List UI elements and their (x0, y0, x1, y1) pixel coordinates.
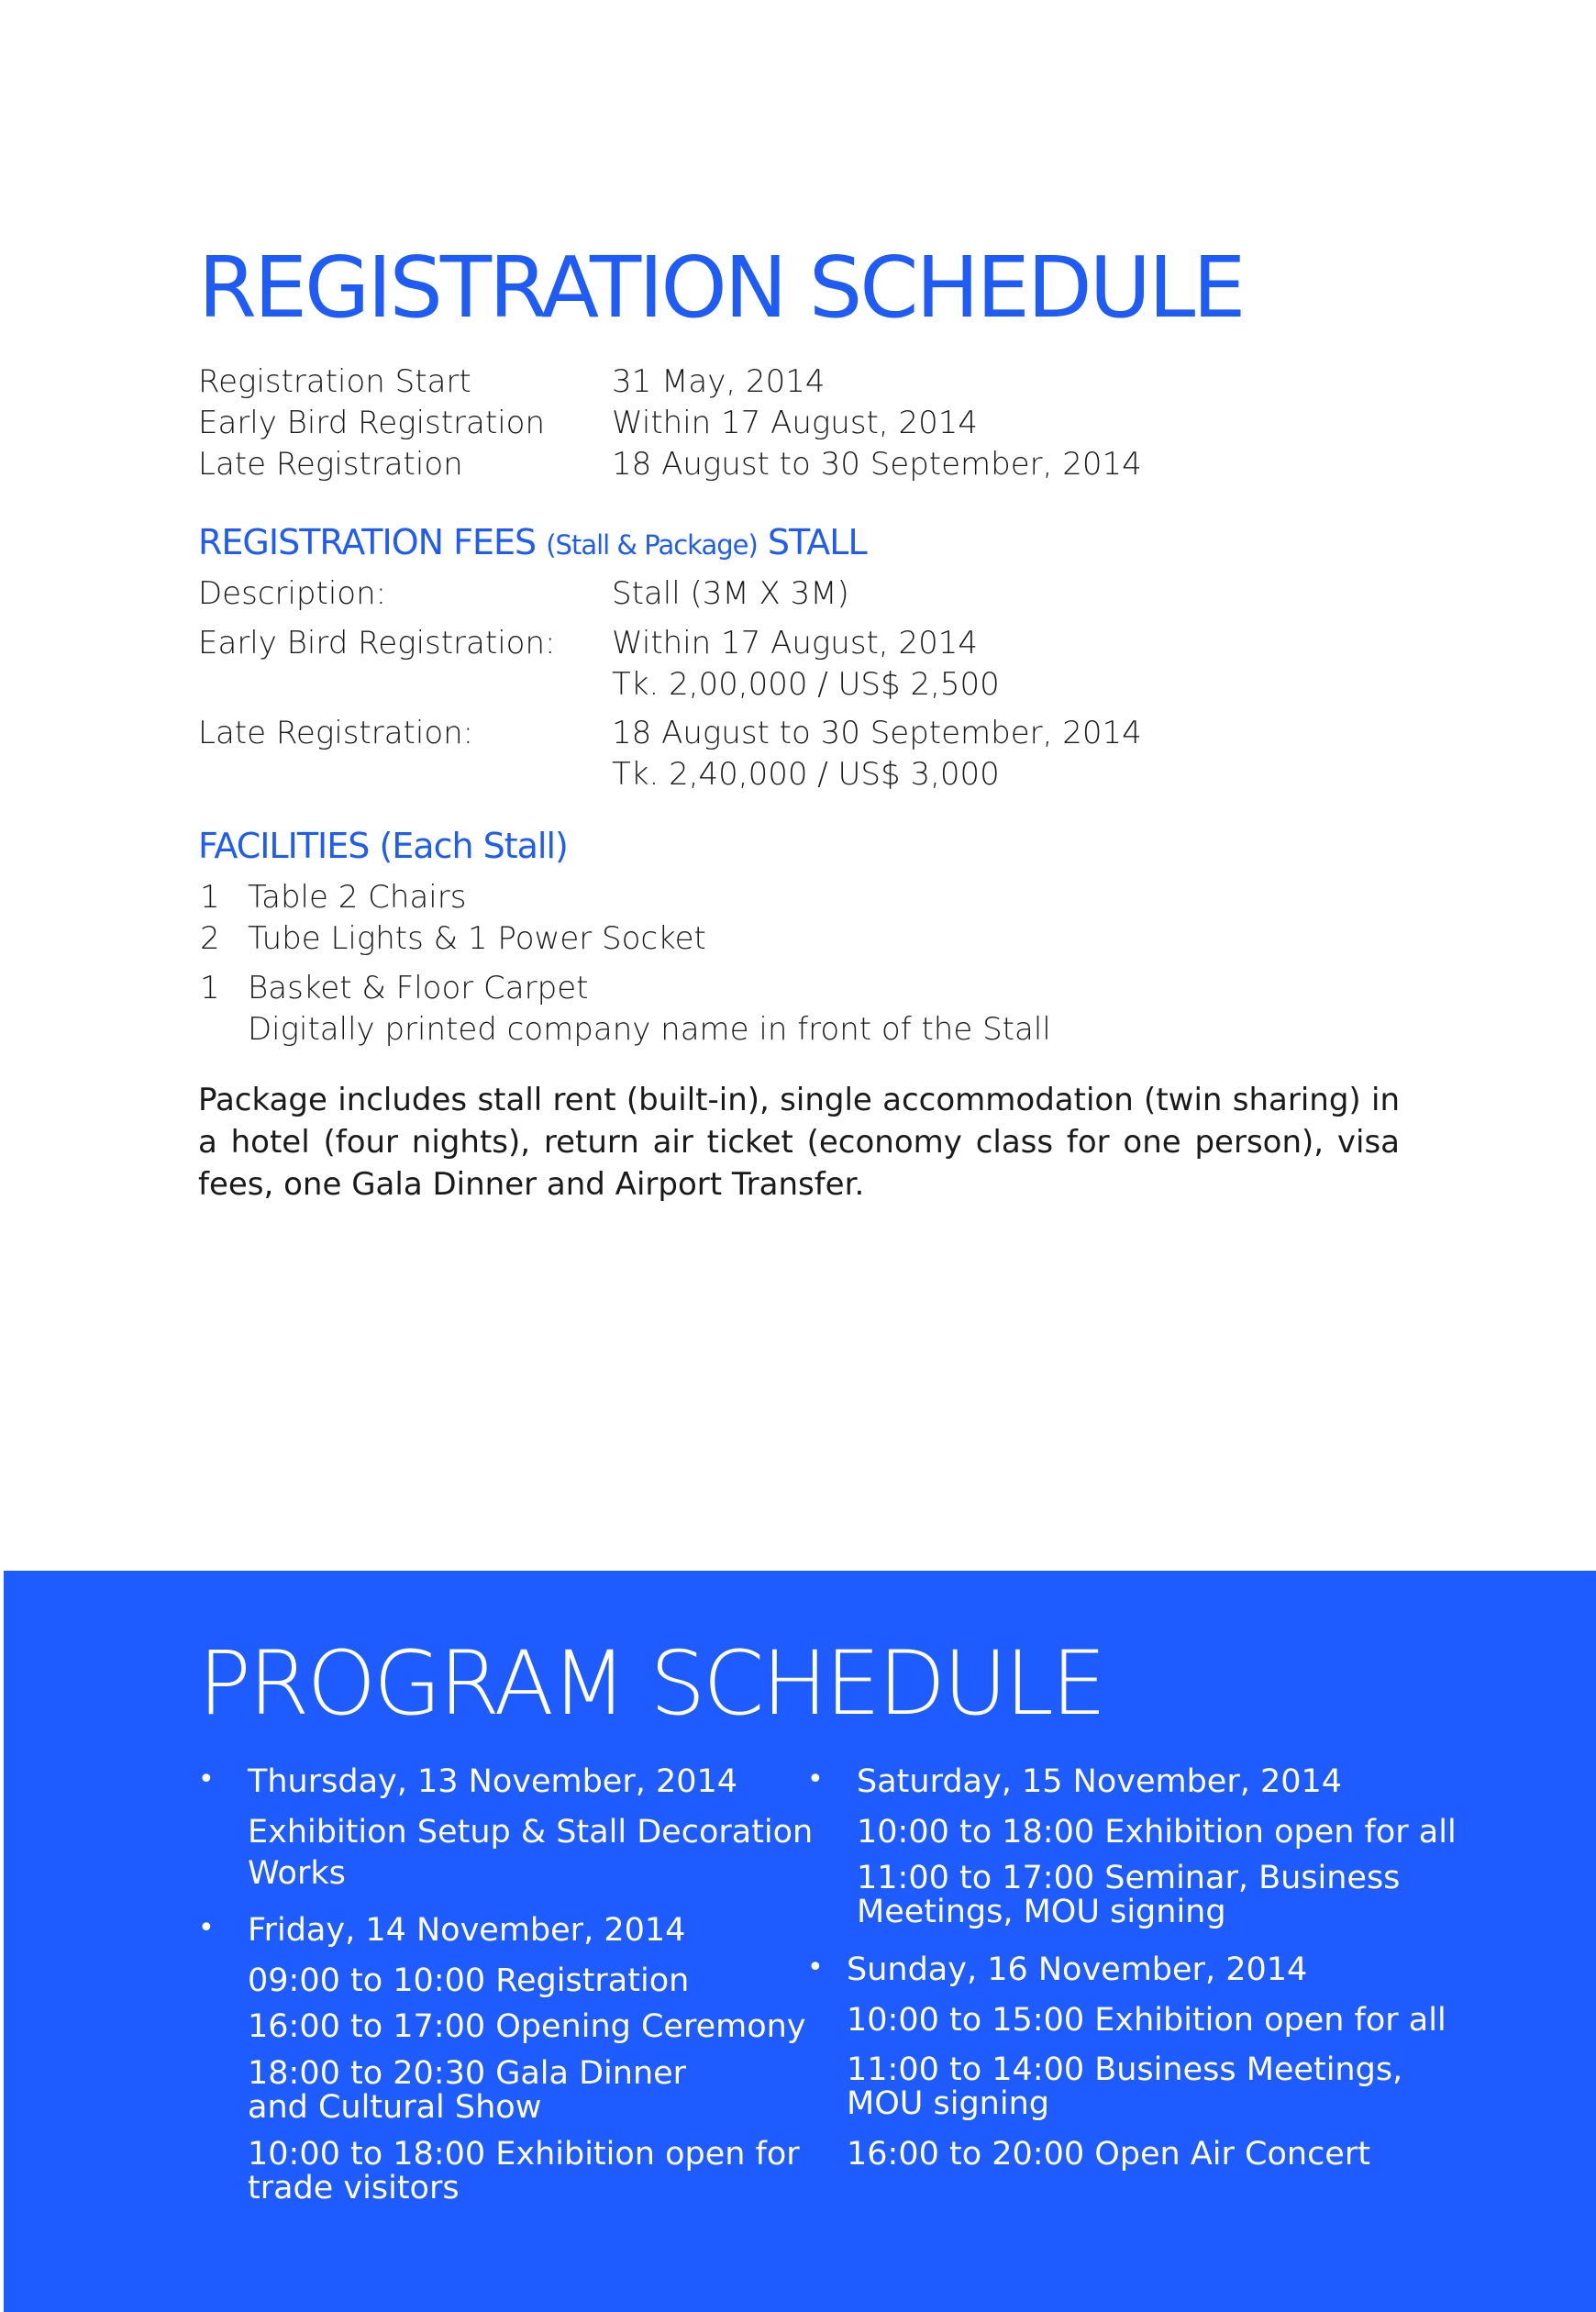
reg-start-value: 31 May, 2014 (612, 363, 826, 400)
fees-late-price: Tk. 2,40,000 / US$ 3,000 (612, 756, 1000, 793)
day1-date: Thursday, 13 November, 2014 (248, 1763, 738, 1800)
description-label: Description: (198, 575, 387, 612)
day2-line: and Cultural Show (248, 2089, 542, 2126)
bullet-icon: • (807, 1951, 824, 1984)
fees-late-label: Late Registration: (198, 715, 474, 751)
fees-heading-end: STALL (767, 522, 867, 562)
bullet-icon: • (198, 1912, 215, 1944)
facility-extra: Digitally printed company name in front of the Stall (248, 1011, 1051, 1048)
day2-line: 10:00 to 18:00 Exhibition open for (248, 2136, 800, 2173)
facility-number: 2 (200, 920, 220, 957)
day1-line: Works (248, 1855, 346, 1892)
fees-early-value: Within 17 August, 2014 (612, 625, 979, 661)
day2-date: Friday, 14 November, 2014 (248, 1912, 686, 1949)
bullet-icon: • (198, 1763, 215, 1795)
day2-line: 18:00 to 20:30 Gala Dinner (248, 2055, 687, 2092)
facility-item: Tube Lights & 1 Power Socket (248, 920, 706, 957)
day1-line: Exhibition Setup & Stall Decoration (248, 1814, 814, 1851)
day2-line: trade visitors (248, 2170, 460, 2206)
day4-line: 11:00 to 14:00 Business Meetings, (847, 2051, 1403, 2088)
day4-line: 10:00 to 15:00 Exhibition open for all (847, 2002, 1446, 2039)
day3-line: Meetings, MOU signing (857, 1894, 1226, 1930)
day3-date: Saturday, 15 November, 2014 (857, 1763, 1343, 1800)
reg-start-label: Registration Start (198, 363, 471, 400)
day4-date: Sunday, 16 November, 2014 (847, 1951, 1308, 1988)
facility-item: Basket & Floor Carpet (248, 970, 589, 1006)
late-reg-label: Late Registration (198, 446, 463, 483)
facility-number: 1 (200, 879, 220, 916)
facility-item: Table 2 Chairs (248, 879, 467, 916)
fees-heading-main: REGISTRATION FEES (198, 522, 537, 562)
facilities-heading: FACILITIES (Each Stall) (198, 826, 568, 866)
bullet-icon: • (807, 1763, 824, 1795)
day2-line: 16:00 to 17:00 Opening Ceremony (248, 2008, 806, 2045)
day4-line: MOU signing (847, 2085, 1049, 2122)
fees-late-value: 18 August to 30 September, 2014 (612, 715, 1142, 751)
fees-heading (198, 519, 867, 568)
fees-early-label: Early Bird Registration: (198, 625, 556, 661)
early-bird-label: Early Bird Registration (198, 405, 546, 441)
fees-heading-small: (Stall & Package) (546, 529, 758, 561)
day3-line: 11:00 to 17:00 Seminar, Business (857, 1860, 1401, 1896)
facility-number: 1 (200, 970, 220, 1006)
description-value: Stall (3M X 3M) (612, 575, 849, 612)
program-title: PROGRAM SCHEDULE (198, 1632, 1104, 1735)
day4-line: 16:00 to 20:00 Open Air Concert (847, 2136, 1370, 2173)
day2-line: 09:00 to 10:00 Registration (248, 1962, 690, 1999)
package-description: Package includes stall rent (built-in), single accommodation (twin sharing) in a hotel (four nights), return air ticket (economy class for one person), visa fees, one Gala Dinner and Airport Transfer. (198, 1082, 1400, 1203)
fees-early-price: Tk. 2,00,000 / US$ 2,500 (612, 666, 1000, 703)
early-bird-value: Within 17 August, 2014 (612, 405, 979, 441)
late-reg-value: 18 August to 30 September, 2014 (612, 446, 1142, 483)
day3-line: 10:00 to 18:00 Exhibition open for all (857, 1814, 1457, 1851)
registration-title: REGISTRATION SCHEDULE (198, 239, 1244, 337)
